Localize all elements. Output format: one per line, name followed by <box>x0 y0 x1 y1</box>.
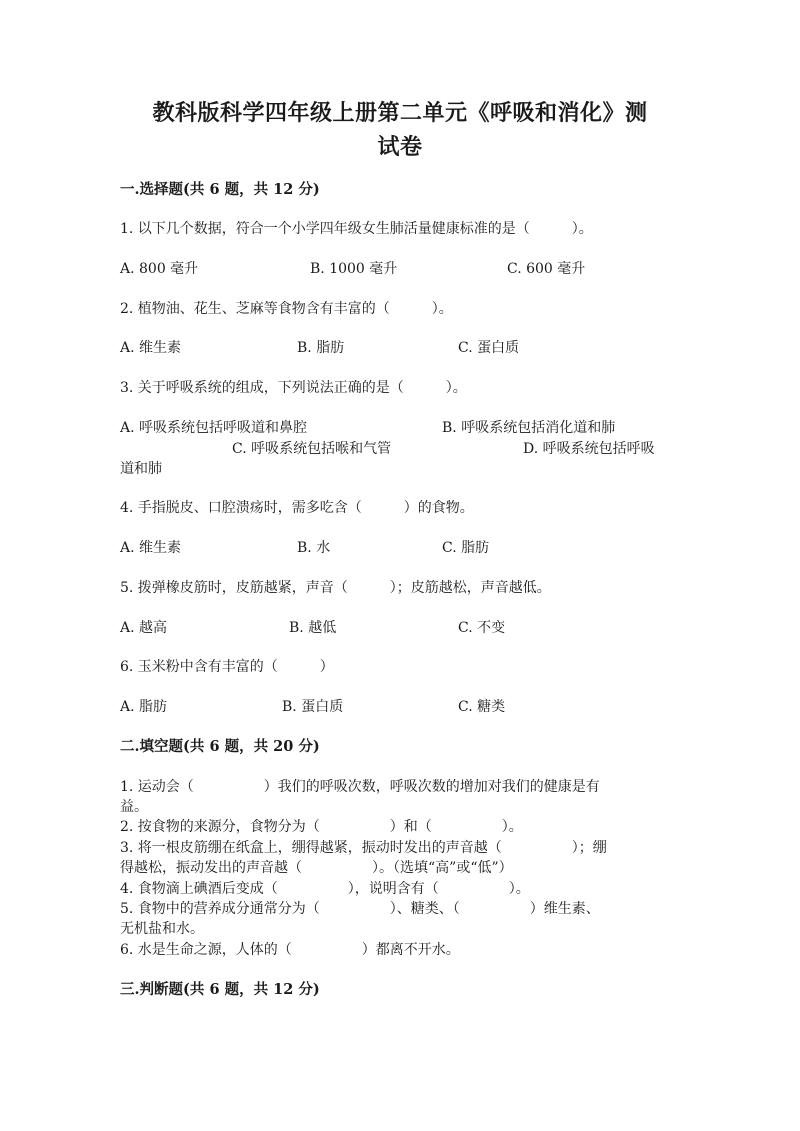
question-3-stem: 3. 关于呼吸系统的组成，下列说法正确的是（ ）。 <box>120 380 467 396</box>
fill-question-5: 5. 食物中的营养成分通常分为（ ）、糖类、（ ）维生素、 <box>120 901 600 917</box>
fill-question-5-continued: 无机盐和水。 <box>120 921 204 937</box>
question-2-option-b: B. 脂肪 <box>297 340 345 356</box>
question-1-stem: 1. 以下几个数据，符合一个小学四年级女生肺活量健康标准的是（ ）。 <box>120 221 593 237</box>
question-4-option-c: C. 脂肪 <box>442 540 490 556</box>
question-6-option-b: B. 蛋白质 <box>282 699 344 715</box>
question-2-option-a: A. 维生素 <box>120 340 182 356</box>
question-5-option-b: B. 越低 <box>289 620 337 636</box>
title-line-2: 试卷 <box>377 134 423 160</box>
question-6-stem: 6. 玉米粉中含有丰富的（ ） <box>120 659 334 675</box>
question-2-option-c: C. 蛋白质 <box>458 340 520 356</box>
fill-question-1-continued: 益。 <box>120 799 148 815</box>
fill-question-1: 1. 运动会（ ）我们的呼吸次数，呼吸次数的增加对我们的健康是有 <box>120 779 600 795</box>
question-3-option-c: C. 呼吸系统包括喉和气管 <box>232 441 392 457</box>
fill-question-3-continued: 得越松，振动发出的声音越（ ）。（选填“高”或“低”） <box>120 860 513 876</box>
question-4-option-a: A. 维生素 <box>120 540 182 556</box>
question-1-option-b: B. 1000 毫升 <box>310 261 398 277</box>
question-6-option-c: C. 糖类 <box>458 699 506 715</box>
fill-question-4: 4. 食物滴上碘酒后变成（ ），说明含有（ ）。 <box>120 881 530 897</box>
question-3-option-a: A. 呼吸系统包括呼吸道和鼻腔 <box>120 420 308 436</box>
title-line-1: 教科版科学四年级上册第二单元《呼吸和消化》测 <box>152 100 648 126</box>
question-6-option-a: A. 脂肪 <box>120 699 168 715</box>
question-5-option-c: C. 不变 <box>458 620 506 636</box>
page-title <box>120 96 680 164</box>
question-3-option-d-continued: 道和肺 <box>120 461 162 477</box>
fill-question-2: 2. 按食物的来源分，食物分为（ ）和（ ）。 <box>120 819 523 835</box>
question-1-option-c: C. 600 毫升 <box>507 261 586 277</box>
section-heading-judge: 三.判断题(共 6 题，共 12 分) <box>120 981 320 998</box>
question-5-stem: 5. 拨弹橡皮筋时，皮筋越紧，声音（ ）；皮筋越松，声音越低。 <box>120 580 551 596</box>
fill-question-6: 6. 水是生命之源，人体的（ ）都离不开水。 <box>120 942 460 958</box>
section-heading-choice: 一.选择题(共 6 题，共 12 分) <box>120 181 320 198</box>
question-5-option-a: A. 越高 <box>120 620 168 636</box>
question-4-option-b: B. 水 <box>297 540 331 556</box>
question-3-option-d: D. 呼吸系统包括呼吸 <box>523 441 655 457</box>
question-3-option-b: B. 呼吸系统包括消化道和肺 <box>442 420 616 436</box>
question-4-stem: 4. 手指脱皮、口腔溃疡时，需多吃含（ ）的食物。 <box>120 500 474 516</box>
question-1-option-a: A. 800 毫升 <box>120 261 199 277</box>
question-2-stem: 2. 植物油、花生、芝麻等食物含有丰富的（ ）。 <box>120 301 453 317</box>
section-heading-fill: 二.填空题(共 6 题，共 20 分) <box>120 738 320 755</box>
fill-question-3: 3. 将一根皮筋绷在纸盒上，绷得越紧，振动时发出的声音越（ ）；绷 <box>120 840 607 856</box>
